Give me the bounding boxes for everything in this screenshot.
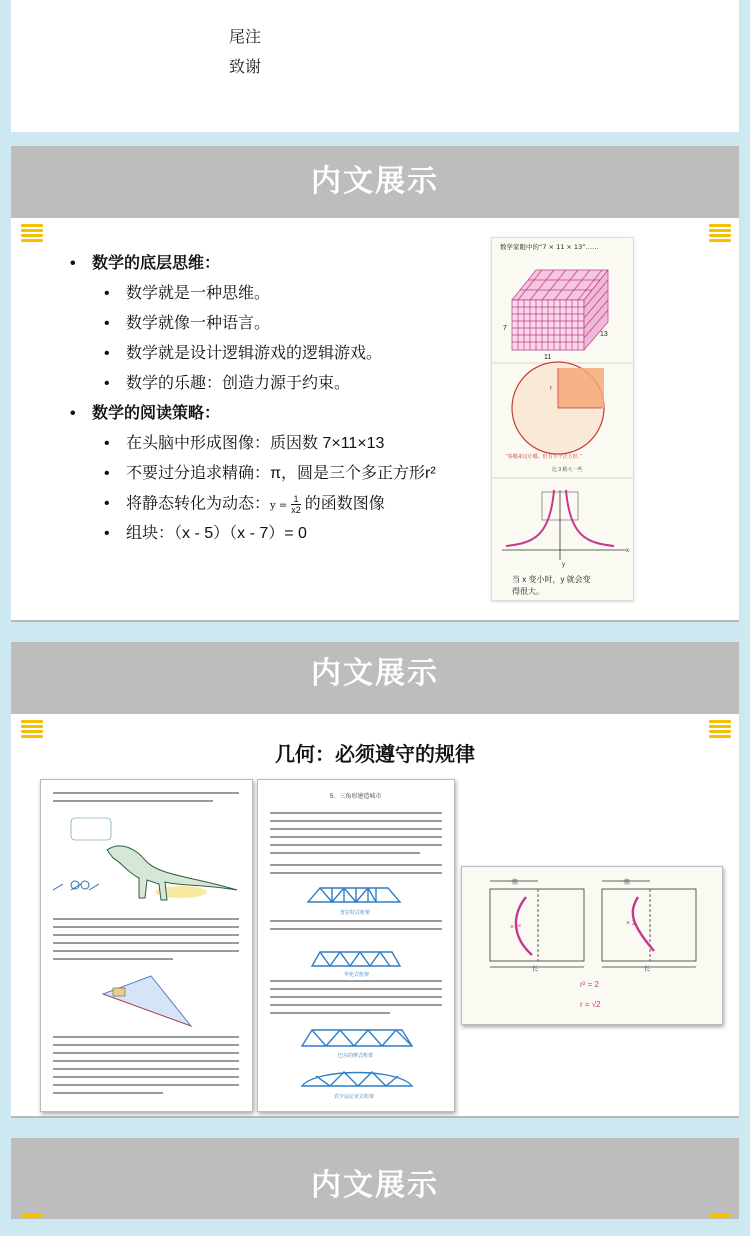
bullet-text: 将静态转化为动态： — [126, 495, 271, 513]
toc-item-endnotes[interactable]: 尾注 — [229, 29, 262, 46]
bullet-text: 的函数图像 — [304, 495, 385, 513]
bullet-list — [62, 254, 436, 554]
stack-icon — [708, 1212, 732, 1236]
figure-caption-top: 数学家眼中的“7 × 11 × 13”…… — [500, 243, 599, 251]
bullet-item: • 组块：（x - 5）（x - 7）= 0 — [62, 524, 436, 554]
scaling-figure — [461, 866, 723, 1025]
dim-label: 一船 — [618, 880, 631, 886]
truss-label: 巴尔的摩式桁架 — [338, 1053, 374, 1059]
bullet-item: • 数学就是一种思维。 — [62, 284, 436, 314]
axis-label-x: x — [626, 548, 629, 554]
card-divider — [11, 1116, 739, 1118]
axis-label-y: y — [562, 562, 565, 568]
book-page-illustration — [41, 780, 252, 1111]
bullet-item: • 数学的乐趣：创造力源于约束。 — [62, 374, 436, 404]
bullet-item: • 不要过分追求精确：π，圆是三个多正方形r² — [62, 464, 436, 494]
section-banner-title: 内文展示 — [311, 164, 439, 199]
bullet-item: • 在头脑中形成图像：质因数 7×11×13 — [62, 434, 436, 464]
triangle-sketch — [103, 976, 191, 1026]
book-page-middle — [257, 779, 455, 1112]
bullet-item-function — [62, 494, 436, 524]
truss-label: 普拉特式桁架 — [340, 910, 371, 916]
dim-label: 一船 — [506, 880, 519, 886]
curve-caption-1: 当 x 变小时，y 就会变 — [512, 575, 591, 584]
bullet-item: • 数学就像一种语言。 — [62, 314, 436, 344]
curve-caption-2: 得很大。 — [512, 587, 544, 596]
toc-card — [11, 0, 739, 132]
formula-y: y = — [270, 500, 288, 512]
circle-sub: 比 3 稍大一些 — [552, 467, 583, 473]
scale-mark: × 2 — [626, 920, 636, 927]
function-graph — [502, 490, 626, 560]
section-banner-3 — [11, 1138, 739, 1219]
truss-label: 华伦式桁架 — [344, 972, 370, 978]
page-heading: 5．三角形建造城市 — [330, 794, 382, 800]
scaling-illustration — [462, 867, 722, 1024]
book-page-left — [40, 779, 253, 1112]
scale-mark: × r² — [510, 924, 521, 931]
card-divider — [11, 620, 739, 622]
circle-diagram — [512, 362, 604, 454]
circle-label-r: r — [550, 385, 553, 392]
circle-caption: “春哪来这计哪，但有半个正方形。” — [506, 454, 582, 460]
geometry-title: 几何：必须遵守的规律 — [275, 744, 475, 766]
equation-1: r² = 2 — [580, 980, 599, 989]
bullet-heading-thinking: • 数学的底层思维： — [62, 254, 436, 284]
bullet-heading-reading: • 数学的阅读策略： — [62, 404, 436, 434]
section-banner-title: 内文展示 — [311, 1168, 439, 1203]
section-banner-2 — [11, 642, 739, 714]
dim-label: 长 — [532, 967, 539, 973]
box-label-7: 7 — [503, 325, 507, 332]
stack-icon — [20, 1212, 44, 1236]
formula-denominator: x2 — [291, 505, 301, 515]
section-banner-1 — [11, 146, 739, 218]
bullet-item: • 数学就是设计逻辑游戏的逻辑游戏。 — [62, 344, 436, 374]
prime-factor-box — [512, 270, 608, 350]
box-label-13: 13 — [600, 331, 608, 338]
dim-label: 长 — [644, 967, 651, 973]
figure-panel — [491, 237, 634, 601]
stack-icon — [708, 222, 732, 246]
stack-icon — [20, 222, 44, 246]
box-label-11: 11 — [544, 354, 552, 361]
figure-illustration — [492, 238, 633, 600]
toc-item-acknowledgements[interactable]: 致谢 — [229, 59, 262, 76]
dinosaur-sketch — [53, 818, 237, 900]
section-banner-title: 内文展示 — [311, 656, 439, 691]
equation-2: r = √2 — [580, 1000, 601, 1009]
formula-fraction — [291, 494, 301, 515]
formula-numerator: 1 — [291, 494, 301, 505]
book-page-illustration — [258, 780, 454, 1111]
truss-label: 宾夕法尼亚式桁架 — [334, 1094, 375, 1100]
